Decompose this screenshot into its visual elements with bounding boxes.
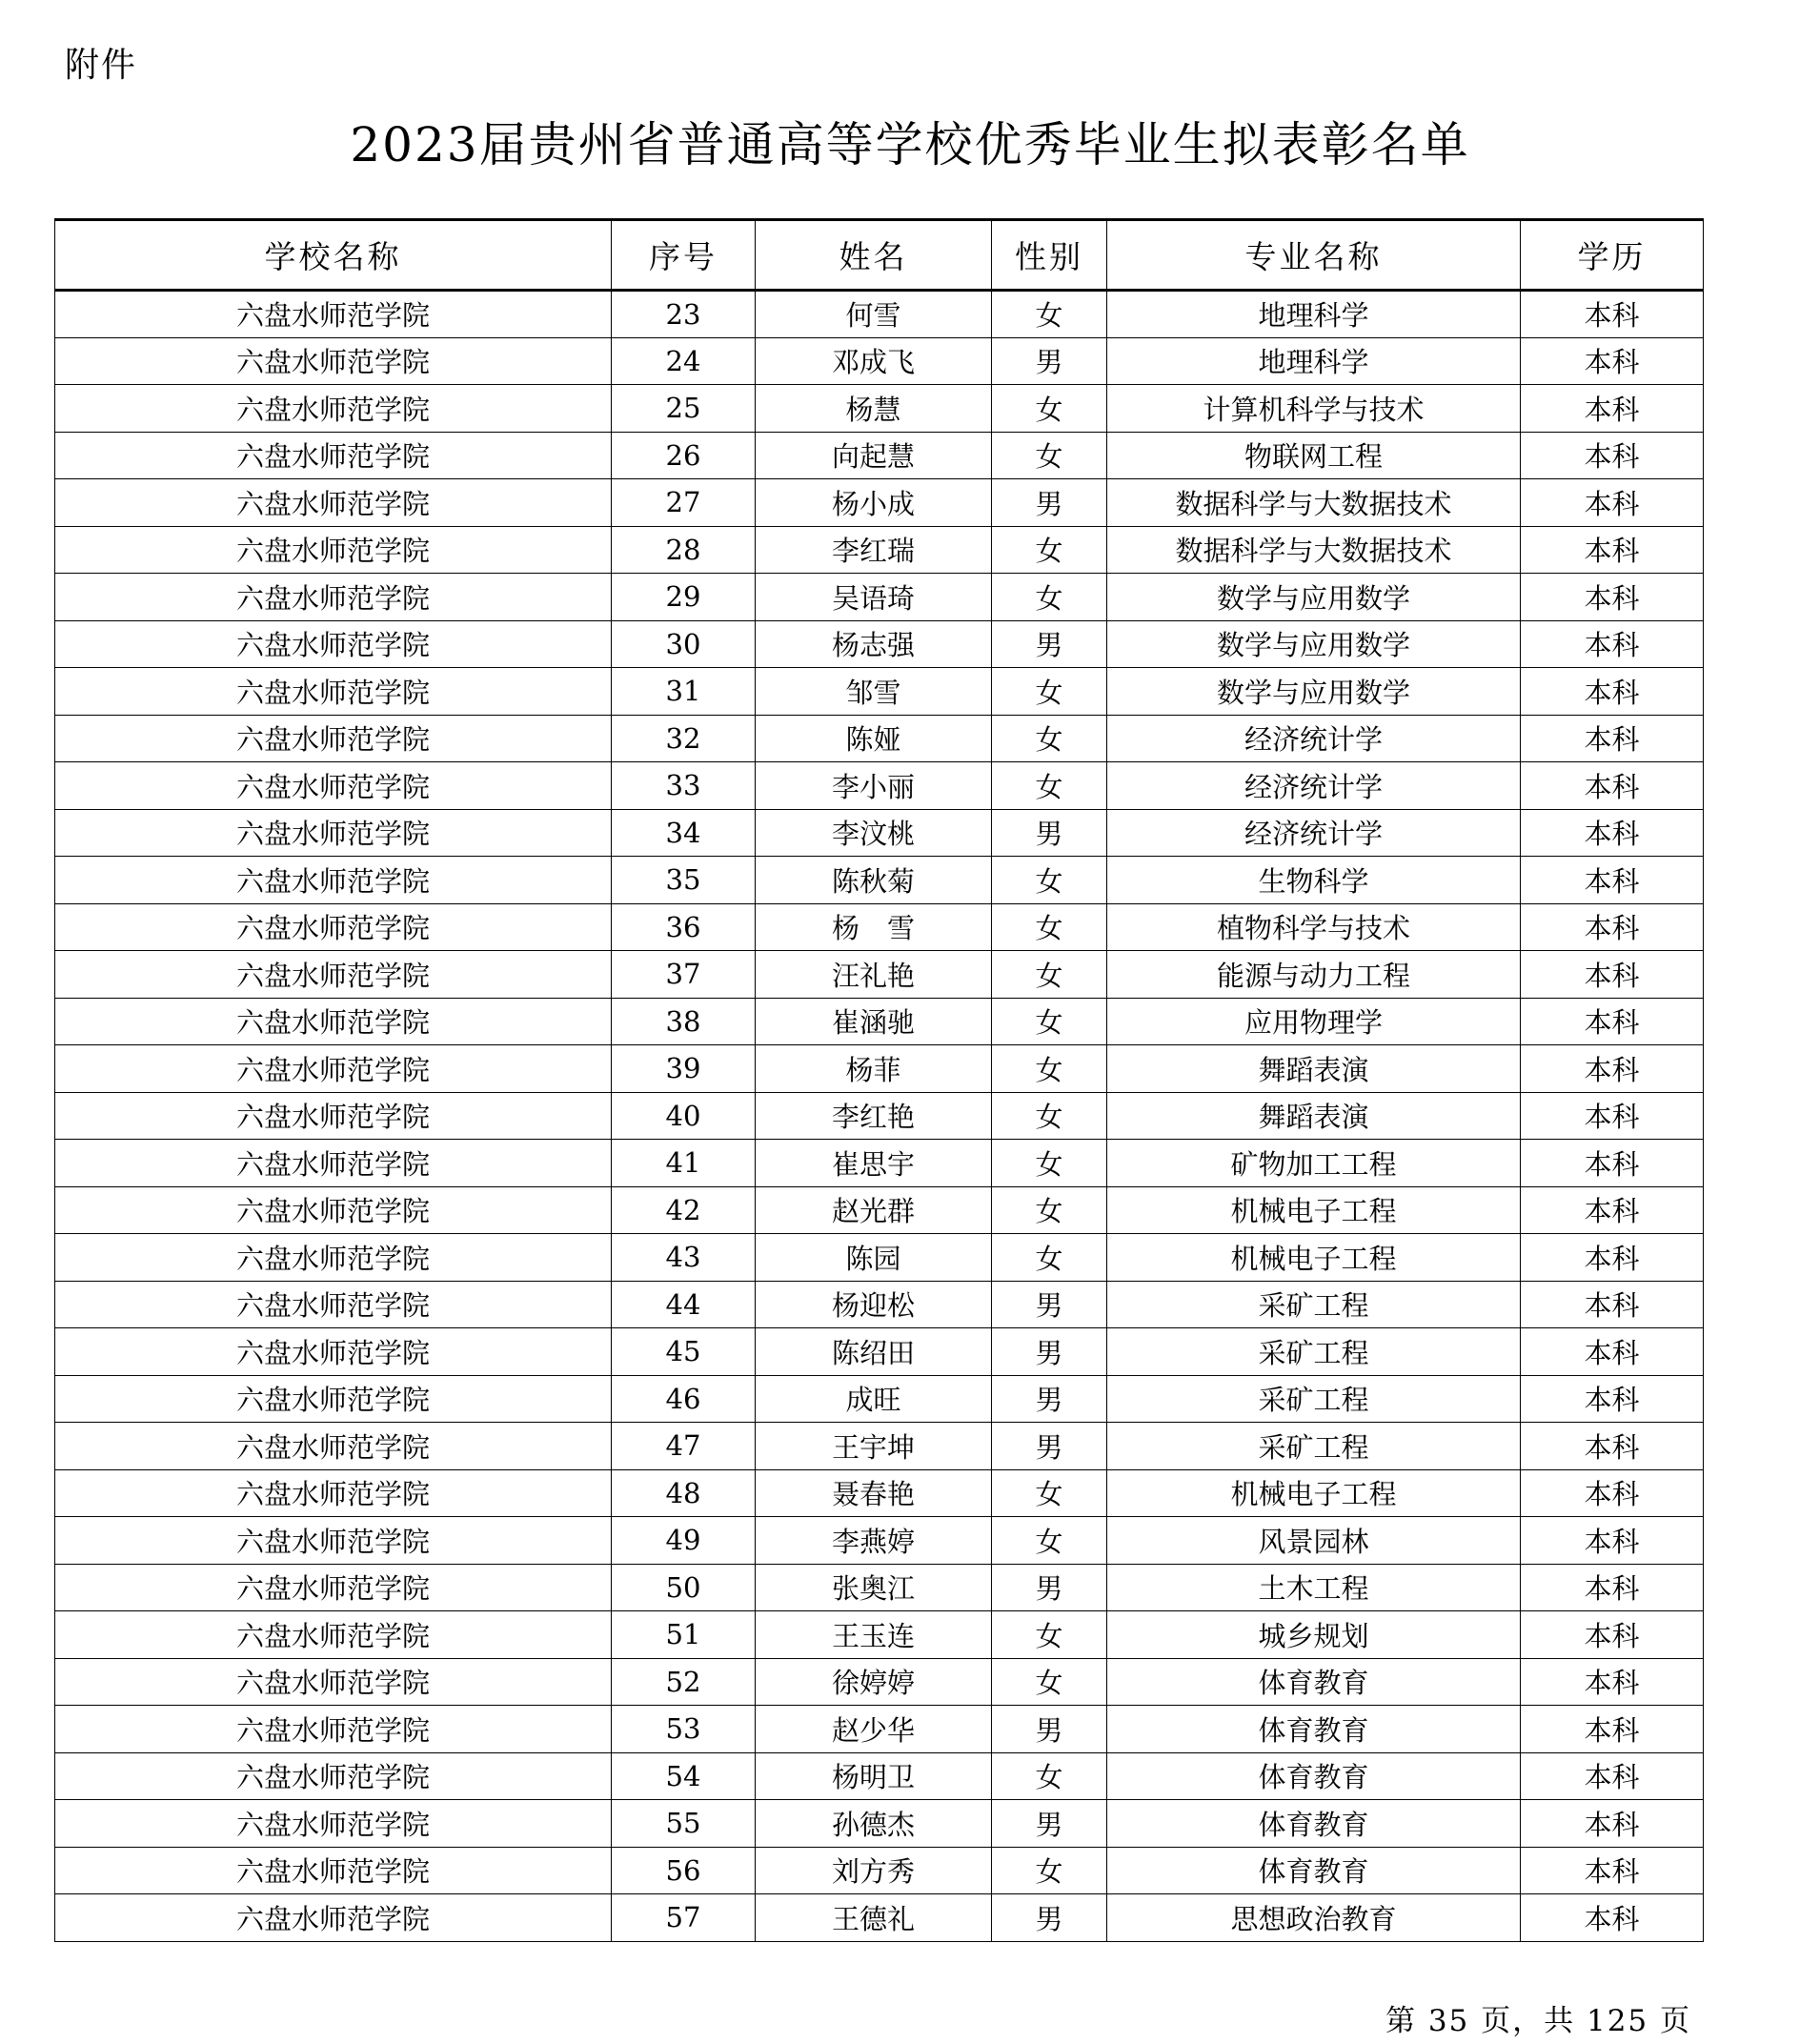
cell-serial: 44 [612, 1281, 756, 1328]
cell-gender: 男 [992, 620, 1107, 668]
table-row [55, 1611, 1704, 1659]
cell-major: 体育教育 [1107, 1752, 1521, 1800]
cell-school: 六盘水师范学院 [55, 857, 612, 904]
cell-degree: 本科 [1521, 762, 1704, 810]
table-row [55, 1092, 1704, 1140]
cell-name: 李红瑞 [756, 526, 992, 574]
cell-gender: 男 [992, 1375, 1107, 1423]
table-row [55, 1706, 1704, 1753]
cell-school: 六盘水师范学院 [55, 1281, 612, 1328]
table-row [55, 668, 1704, 716]
cell-major: 思想政治教育 [1107, 1894, 1521, 1942]
cell-name: 王玉连 [756, 1611, 992, 1659]
cell-name: 杨 雪 [756, 903, 992, 951]
cell-serial: 57 [612, 1894, 756, 1942]
table-row [55, 1045, 1704, 1093]
cell-degree: 本科 [1521, 620, 1704, 668]
cell-serial: 48 [612, 1469, 756, 1517]
cell-degree: 本科 [1521, 1281, 1704, 1328]
cell-serial: 47 [612, 1423, 756, 1470]
cell-serial: 56 [612, 1847, 756, 1894]
cell-major: 舞蹈表演 [1107, 1092, 1521, 1140]
cell-serial: 31 [612, 668, 756, 716]
cell-major: 机械电子工程 [1107, 1186, 1521, 1234]
cell-degree: 本科 [1521, 337, 1704, 385]
cell-major: 数学与应用数学 [1107, 574, 1521, 621]
cell-school: 六盘水师范学院 [55, 1140, 612, 1187]
cell-serial: 50 [612, 1564, 756, 1611]
cell-school: 六盘水师范学院 [55, 385, 612, 433]
cell-serial: 41 [612, 1140, 756, 1187]
cell-gender: 女 [992, 526, 1107, 574]
cell-school: 六盘水师范学院 [55, 1423, 612, 1470]
table-row [55, 903, 1704, 951]
header-name: 姓名 [756, 220, 992, 291]
cell-school: 六盘水师范学院 [55, 668, 612, 716]
cell-degree: 本科 [1521, 951, 1704, 999]
cell-school: 六盘水师范学院 [55, 1658, 612, 1706]
cell-school: 六盘水师范学院 [55, 998, 612, 1045]
cell-degree: 本科 [1521, 291, 1704, 338]
cell-gender: 女 [992, 1045, 1107, 1093]
honoree-table [54, 218, 1704, 1942]
cell-name: 向起慧 [756, 432, 992, 479]
cell-degree: 本科 [1521, 903, 1704, 951]
cell-major: 地理科学 [1107, 291, 1521, 338]
cell-school: 六盘水师范学院 [55, 1469, 612, 1517]
cell-gender: 女 [992, 762, 1107, 810]
cell-name: 吴语琦 [756, 574, 992, 621]
cell-serial: 26 [612, 432, 756, 479]
cell-serial: 34 [612, 809, 756, 857]
cell-degree: 本科 [1521, 1140, 1704, 1187]
cell-name: 何雪 [756, 291, 992, 338]
cell-degree: 本科 [1521, 1517, 1704, 1565]
table-row [55, 574, 1704, 621]
cell-degree: 本科 [1521, 668, 1704, 716]
cell-school: 六盘水师范学院 [55, 1234, 612, 1282]
cell-name: 李汶桃 [756, 809, 992, 857]
cell-gender: 男 [992, 337, 1107, 385]
cell-school: 六盘水师范学院 [55, 1517, 612, 1565]
table-row [55, 432, 1704, 479]
table-row [55, 1186, 1704, 1234]
table-row [55, 385, 1704, 433]
cell-gender: 男 [992, 1706, 1107, 1753]
header-serial: 序号 [612, 220, 756, 291]
cell-degree: 本科 [1521, 526, 1704, 574]
cell-serial: 46 [612, 1375, 756, 1423]
cell-degree: 本科 [1521, 1611, 1704, 1659]
cell-gender: 女 [992, 291, 1107, 338]
table-row [55, 1752, 1704, 1800]
cell-major: 数据科学与大数据技术 [1107, 479, 1521, 527]
cell-school: 六盘水师范学院 [55, 1375, 612, 1423]
cell-serial: 53 [612, 1706, 756, 1753]
cell-school: 六盘水师范学院 [55, 526, 612, 574]
cell-gender: 女 [992, 1234, 1107, 1282]
cell-school: 六盘水师范学院 [55, 1752, 612, 1800]
cell-school: 六盘水师范学院 [55, 1328, 612, 1376]
table-row [55, 479, 1704, 527]
cell-name: 陈园 [756, 1234, 992, 1282]
cell-serial: 32 [612, 715, 756, 762]
cell-major: 数学与应用数学 [1107, 668, 1521, 716]
cell-degree: 本科 [1521, 385, 1704, 433]
cell-school: 六盘水师范学院 [55, 1564, 612, 1611]
cell-gender: 女 [992, 668, 1107, 716]
table-row [55, 857, 1704, 904]
cell-name: 王宇坤 [756, 1423, 992, 1470]
cell-major: 体育教育 [1107, 1800, 1521, 1848]
cell-major: 采矿工程 [1107, 1375, 1521, 1423]
cell-degree: 本科 [1521, 1375, 1704, 1423]
cell-degree: 本科 [1521, 1800, 1704, 1848]
cell-major: 采矿工程 [1107, 1328, 1521, 1376]
cell-serial: 40 [612, 1092, 756, 1140]
table-body [55, 291, 1704, 1942]
cell-name: 陈绍田 [756, 1328, 992, 1376]
cell-major: 体育教育 [1107, 1706, 1521, 1753]
cell-serial: 25 [612, 385, 756, 433]
cell-gender: 女 [992, 432, 1107, 479]
cell-serial: 52 [612, 1658, 756, 1706]
table-row [55, 1564, 1704, 1611]
cell-school: 六盘水师范学院 [55, 762, 612, 810]
cell-gender: 女 [992, 951, 1107, 999]
cell-gender: 男 [992, 1894, 1107, 1942]
cell-gender: 女 [992, 1611, 1107, 1659]
cell-name: 陈秋菊 [756, 857, 992, 904]
cell-major: 地理科学 [1107, 337, 1521, 385]
cell-gender: 女 [992, 1186, 1107, 1234]
cell-serial: 29 [612, 574, 756, 621]
cell-major: 生物科学 [1107, 857, 1521, 904]
cell-major: 体育教育 [1107, 1847, 1521, 1894]
cell-gender: 男 [992, 1564, 1107, 1611]
cell-degree: 本科 [1521, 1564, 1704, 1611]
cell-school: 六盘水师范学院 [55, 1894, 612, 1942]
cell-serial: 27 [612, 479, 756, 527]
header-school: 学校名称 [55, 220, 612, 291]
cell-major: 城乡规划 [1107, 1611, 1521, 1659]
cell-school: 六盘水师范学院 [55, 479, 612, 527]
cell-school: 六盘水师范学院 [55, 903, 612, 951]
cell-degree: 本科 [1521, 432, 1704, 479]
cell-gender: 女 [992, 385, 1107, 433]
cell-degree: 本科 [1521, 1847, 1704, 1894]
cell-serial: 55 [612, 1800, 756, 1848]
table-row [55, 998, 1704, 1045]
cell-name: 邹雪 [756, 668, 992, 716]
cell-major: 风景园林 [1107, 1517, 1521, 1565]
cell-name: 刘方秀 [756, 1847, 992, 1894]
cell-serial: 49 [612, 1517, 756, 1565]
cell-major: 经济统计学 [1107, 809, 1521, 857]
table-row [55, 1281, 1704, 1328]
table-row [55, 1658, 1704, 1706]
cell-school: 六盘水师范学院 [55, 1045, 612, 1093]
cell-gender: 男 [992, 1423, 1107, 1470]
cell-serial: 54 [612, 1752, 756, 1800]
cell-degree: 本科 [1521, 1752, 1704, 1800]
cell-degree: 本科 [1521, 1706, 1704, 1753]
table-row [55, 1423, 1704, 1470]
table-row [55, 1894, 1704, 1942]
cell-serial: 28 [612, 526, 756, 574]
cell-name: 孙德杰 [756, 1800, 992, 1848]
cell-gender: 女 [992, 1847, 1107, 1894]
cell-school: 六盘水师范学院 [55, 1092, 612, 1140]
cell-degree: 本科 [1521, 1186, 1704, 1234]
cell-degree: 本科 [1521, 715, 1704, 762]
table-row [55, 762, 1704, 810]
cell-gender: 男 [992, 1281, 1107, 1328]
cell-major: 计算机科学与技术 [1107, 385, 1521, 433]
table-row [55, 291, 1704, 338]
cell-major: 机械电子工程 [1107, 1234, 1521, 1282]
cell-name: 杨迎松 [756, 1281, 992, 1328]
cell-serial: 30 [612, 620, 756, 668]
cell-degree: 本科 [1521, 1894, 1704, 1942]
cell-serial: 51 [612, 1611, 756, 1659]
cell-name: 汪礼艳 [756, 951, 992, 999]
table-row [55, 1517, 1704, 1565]
cell-gender: 男 [992, 809, 1107, 857]
cell-name: 李燕婷 [756, 1517, 992, 1565]
cell-gender: 男 [992, 479, 1107, 527]
cell-serial: 23 [612, 291, 756, 338]
cell-name: 王德礼 [756, 1894, 992, 1942]
cell-name: 李红艳 [756, 1092, 992, 1140]
table-row [55, 1140, 1704, 1187]
cell-school: 六盘水师范学院 [55, 715, 612, 762]
cell-school: 六盘水师范学院 [55, 1611, 612, 1659]
header-gender: 性别 [992, 220, 1107, 291]
cell-name: 杨小成 [756, 479, 992, 527]
cell-degree: 本科 [1521, 857, 1704, 904]
table-row [55, 1800, 1704, 1848]
cell-name: 崔涵驰 [756, 998, 992, 1045]
cell-gender: 女 [992, 1658, 1107, 1706]
cell-school: 六盘水师范学院 [55, 432, 612, 479]
table-row [55, 1469, 1704, 1517]
cell-serial: 45 [612, 1328, 756, 1376]
cell-name: 成旺 [756, 1375, 992, 1423]
cell-name: 徐婷婷 [756, 1658, 992, 1706]
cell-school: 六盘水师范学院 [55, 620, 612, 668]
cell-degree: 本科 [1521, 1045, 1704, 1093]
table-row [55, 951, 1704, 999]
cell-degree: 本科 [1521, 1092, 1704, 1140]
cell-name: 张奥江 [756, 1564, 992, 1611]
cell-major: 经济统计学 [1107, 715, 1521, 762]
cell-major: 植物科学与技术 [1107, 903, 1521, 951]
cell-major: 能源与动力工程 [1107, 951, 1521, 999]
cell-degree: 本科 [1521, 1328, 1704, 1376]
document-title: 2023届贵州省普通高等学校优秀毕业生拟表彰名单 [350, 117, 1470, 172]
cell-gender: 女 [992, 1517, 1107, 1565]
cell-degree: 本科 [1521, 1423, 1704, 1470]
cell-major: 机械电子工程 [1107, 1469, 1521, 1517]
cell-major: 数据科学与大数据技术 [1107, 526, 1521, 574]
cell-major: 采矿工程 [1107, 1423, 1521, 1470]
table-row [55, 620, 1704, 668]
cell-degree: 本科 [1521, 809, 1704, 857]
header-major: 专业名称 [1107, 220, 1521, 291]
cell-name: 赵少华 [756, 1706, 992, 1753]
cell-degree: 本科 [1521, 1234, 1704, 1282]
cell-degree: 本科 [1521, 1658, 1704, 1706]
table-row [55, 809, 1704, 857]
cell-serial: 37 [612, 951, 756, 999]
cell-major: 数学与应用数学 [1107, 620, 1521, 668]
cell-major: 应用物理学 [1107, 998, 1521, 1045]
table-row [55, 1328, 1704, 1376]
page-indicator: 第 35 页，共 125 页 [1385, 2004, 1691, 2038]
cell-serial: 36 [612, 903, 756, 951]
cell-degree: 本科 [1521, 479, 1704, 527]
table-row [55, 337, 1704, 385]
cell-gender: 女 [992, 857, 1107, 904]
cell-major: 舞蹈表演 [1107, 1045, 1521, 1093]
cell-name: 杨慧 [756, 385, 992, 433]
cell-school: 六盘水师范学院 [55, 1706, 612, 1753]
cell-name: 赵光群 [756, 1186, 992, 1234]
cell-gender: 女 [992, 998, 1107, 1045]
cell-school: 六盘水师范学院 [55, 574, 612, 621]
cell-name: 崔思宇 [756, 1140, 992, 1187]
cell-name: 杨志强 [756, 620, 992, 668]
cell-name: 陈娅 [756, 715, 992, 762]
cell-degree: 本科 [1521, 998, 1704, 1045]
table-row [55, 715, 1704, 762]
cell-school: 六盘水师范学院 [55, 1800, 612, 1848]
cell-gender: 男 [992, 1800, 1107, 1848]
cell-gender: 男 [992, 1328, 1107, 1376]
cell-degree: 本科 [1521, 574, 1704, 621]
cell-school: 六盘水师范学院 [55, 1847, 612, 1894]
cell-serial: 39 [612, 1045, 756, 1093]
cell-name: 李小丽 [756, 762, 992, 810]
cell-serial: 35 [612, 857, 756, 904]
cell-gender: 女 [992, 715, 1107, 762]
cell-gender: 女 [992, 903, 1107, 951]
table-header-row [55, 220, 1704, 291]
cell-serial: 38 [612, 998, 756, 1045]
cell-major: 物联网工程 [1107, 432, 1521, 479]
table-row [55, 1847, 1704, 1894]
cell-degree: 本科 [1521, 1469, 1704, 1517]
attachment-label: 附件 [65, 46, 138, 85]
cell-name: 聂春艳 [756, 1469, 992, 1517]
cell-serial: 24 [612, 337, 756, 385]
cell-name: 杨菲 [756, 1045, 992, 1093]
cell-major: 体育教育 [1107, 1658, 1521, 1706]
cell-gender: 女 [992, 574, 1107, 621]
cell-school: 六盘水师范学院 [55, 291, 612, 338]
cell-major: 矿物加工工程 [1107, 1140, 1521, 1187]
cell-serial: 43 [612, 1234, 756, 1282]
cell-serial: 33 [612, 762, 756, 810]
cell-school: 六盘水师范学院 [55, 1186, 612, 1234]
cell-serial: 42 [612, 1186, 756, 1234]
cell-name: 邓成飞 [756, 337, 992, 385]
table-row [55, 1375, 1704, 1423]
table-row [55, 526, 1704, 574]
table-row [55, 1234, 1704, 1282]
cell-gender: 女 [992, 1140, 1107, 1187]
cell-school: 六盘水师范学院 [55, 809, 612, 857]
cell-gender: 女 [992, 1752, 1107, 1800]
cell-major: 经济统计学 [1107, 762, 1521, 810]
cell-gender: 女 [992, 1092, 1107, 1140]
cell-school: 六盘水师范学院 [55, 337, 612, 385]
cell-major: 采矿工程 [1107, 1281, 1521, 1328]
cell-school: 六盘水师范学院 [55, 951, 612, 999]
cell-major: 土木工程 [1107, 1564, 1521, 1611]
cell-gender: 女 [992, 1469, 1107, 1517]
cell-name: 杨明卫 [756, 1752, 992, 1800]
header-degree: 学历 [1521, 220, 1704, 291]
